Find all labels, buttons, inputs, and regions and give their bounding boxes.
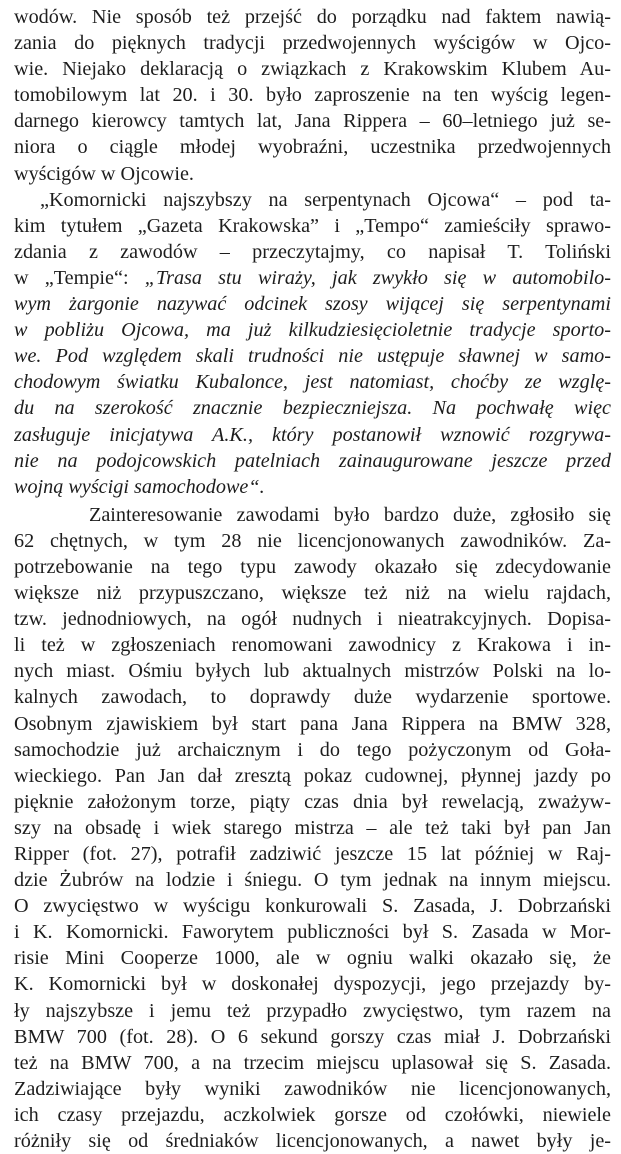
text-line: [14, 317, 611, 343]
text-line: Zainteresowanie zawodami było bardzo duże, zgłosiło się: [89, 503, 611, 526]
text-line: [14, 422, 611, 448]
text-line: wodów. Nie sposób też przejść do porządku nad faktem nawią-: [14, 6, 611, 28]
text-line: li też w zgłoszeniach renomowani zawodnicy z Krakowa i in-: [14, 634, 611, 657]
plain-text: „Komornicki najszybszy na serpentynach Ojcowa“ – pod ta-: [40, 188, 611, 211]
book-page: [14, 4, 611, 1154]
text-line: ich czasy przejazdu, aczkolwiek gorsze od czołówki, niewiele: [14, 1103, 611, 1126]
text-line: wieckiego. Pan Jan dał zresztą pokaz cudownej, płynnej jazdy po: [14, 764, 611, 787]
plain-text: kim tytułem „Gazeta Krakowska” i „Tempo“ zamieściły sprawo-: [14, 214, 611, 237]
text-line: większe niż przypuszczano, większe też niż na wielu rajdach,: [14, 582, 611, 605]
text-line: tzw. jednodniowych, na ogół nudnych i nieatrakcyjnych. Dopisa-: [14, 608, 611, 631]
text-line: [14, 239, 611, 265]
text-line: darnego kierowcy tamtych lat, Jana Rippera – 60–letniego już se-: [14, 110, 611, 133]
paragraph-2: [14, 187, 611, 500]
text-line: [14, 291, 611, 317]
italic-text: we. Pod względem skali trudności nie ustępuje sławnej w samo-: [14, 345, 611, 368]
text-line: i K. Komornicki. Faworytem publiczności był S. Zasada w Mor-: [14, 921, 611, 944]
italic-text: wojną wyścigi samochodowe“.: [14, 475, 265, 498]
text-line: [14, 187, 611, 213]
text-line: szy na obsadę i wiek starego mistrza – ale też taki był pan Jan: [14, 816, 611, 839]
text-line: [14, 395, 611, 421]
text-line: 62 chętnych, w tym 28 nie licencjonowanych zawodników. Za-: [14, 529, 611, 552]
text-line: ły najszybsze i jemu też przypadło zwycięstwo, tym razem na: [14, 999, 611, 1022]
italic-text: w pobliżu Ojcowa, ma już kilkudziesięcioletnie tradycje sporto-: [14, 319, 611, 342]
text-line: nych miast. Ośmiu byłych lub aktualnych mistrzów Polski na lo-: [14, 660, 611, 683]
text-line: Zadziwiające były wyniki zawodników nie licencjonowanych,: [14, 1077, 611, 1100]
text-line: kalnych zawodach, to doprawdy duże wydarzenie sportowe.: [14, 686, 611, 709]
text-line: potrzebowanie na tego typu zawody okazało się zdecydowanie: [14, 555, 611, 578]
paragraph-1: [14, 4, 611, 187]
text-line: O zwycięstwo w wyścigu konkurowali S. Zasada, J. Dobrzański: [14, 895, 611, 918]
italic-text: chodowym światku Kubalonce, jest natomiast, choćby ze wzglę-: [14, 371, 611, 394]
text-line: pięknie założonym torze, piąty czas dnia był rewelacją, zważyw-: [14, 790, 611, 813]
text-line: [14, 474, 611, 500]
text-line: Ripper (fot. 27), potrafił zadziwić jeszcze 15 lat później w Raj-: [14, 843, 611, 865]
text-line: K. Komornicki był w doskonałej dyspozycji, jego przejazdy by-: [14, 973, 611, 996]
text-line: [14, 265, 611, 291]
plain-text: w „Tempie“:: [14, 266, 145, 289]
text-line: niora o ciągle młodej wyobraźni, uczestnika przedwojennych: [14, 136, 611, 159]
italic-text: nie na podojcowskich patelniach zainaugurowane jeszcze przed: [14, 449, 611, 472]
text-line: wyścigów w Ojcowie.: [14, 162, 194, 185]
text-line: [14, 369, 611, 395]
italic-text: zasługuje inicjatywa A.K., który postanowił wznowić rozgrywa-: [14, 423, 611, 446]
text-line: samochodzie już archaicznym i do tego pożyczonym od Goła-: [14, 738, 611, 761]
plain-text: zdania z zawodów – przeczytajmy, co napisał T. Toliński: [14, 240, 611, 263]
italic-text: „Trasa stu wirażу, jak zwykło się w automobilo-: [144, 266, 611, 289]
paragraph-3: [14, 502, 611, 1154]
italic-text: wym żargonie nazywać odcinek szosy wijącej się serpentynami: [14, 293, 611, 316]
text-line: też na BMW 700, a na trzecim miejscu uplasował się S. Zasada.: [14, 1051, 611, 1074]
text-line: wie. Niejako deklaracją o związkach z Krakowskim Klubem Au-: [14, 58, 611, 81]
text-line: różniły się od średniaków licencjonowanych, a nawet były je-: [14, 1130, 611, 1153]
text-line: tomobilowym lat 20. i 30. było zaproszenie na ten wyścig legen-: [14, 84, 611, 107]
text-line: BMW 700 (fot. 28). O 6 sekund gorszy czas miał J. Dobrzański: [14, 1025, 611, 1048]
text-line: Osobnym zjawiskiem był start pana Jana Rippera na BMW 328,: [14, 712, 611, 735]
italic-text: du na szerokość znacznie bezpieczniejsza. Na pochwałę więc: [14, 397, 611, 420]
text-line: [14, 343, 611, 369]
text-line: dzie Żubrów na lodzie i śniegu. O tym jednak na innym miejscu.: [14, 869, 611, 892]
text-line: [14, 213, 611, 239]
text-line: risie Mini Cooperze 1000, ale w ogniu walki okazało się, że: [14, 947, 611, 970]
text-line: [14, 448, 611, 474]
text-line: zania do pięknych tradycji przedwojennych wyścigów w Ojco-: [14, 32, 611, 55]
